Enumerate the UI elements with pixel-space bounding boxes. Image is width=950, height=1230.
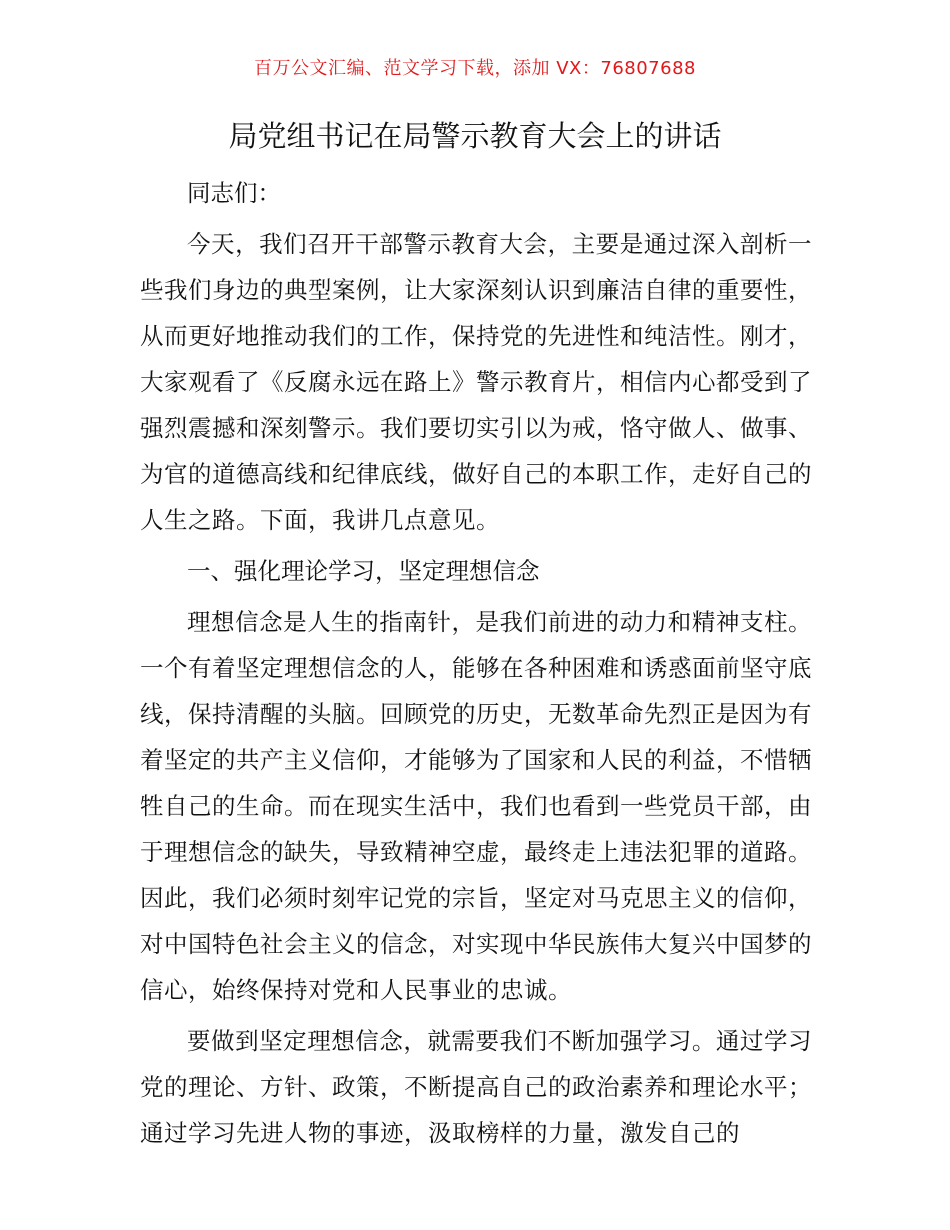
section-heading-1: 一、强化理论学习，坚定理想信念 <box>187 557 540 585</box>
intro-paragraph: 今天，我们召开干部警示教育大会，主要是通过深入剖析一些我们身边的典型案例，让大家深刻认识到廉洁自律的重要性，从而更好地推动我们的工作，保持党的先进性和纯洁性。刚才，大家观看了《反腐永远在路上》警示教育片，相信内心都受到了强烈震撼和深刻警示。我们要切实引以为戒，恪守做人、做事、为官的道德高线和纪律底线，做好自己的本职工作，走好自己的人生之路。下面，我讲几点意见。 <box>140 230 812 534</box>
section1-paragraph-1: 理想信念是人生的指南针，是我们前进的动力和精神支柱。一个有着坚定理想信念的人，能够在各种困难和诱惑面前坚守底线，保持清醒的头脑。回顾党的历史，无数革命先烈正是因为有着坚定的共产主义信仰，才能够为了国家和人民的利益，不惜牺牲自己的生命。而在现实生活中，我们也看到一些党员干部，由于理想信念的缺失，导致精神空虚，最终走上违法犯罪的道路。因此，我们必须时刻牢记党的宗旨，坚定对马克思主义的信仰，对中国特色社会主义的信念，对实现中华民族伟大复兴中国梦的信心，始终保持对党和人民事业的忠诚。 <box>140 608 812 1004</box>
section1-paragraph-2: 要做到坚定理想信念，就需要我们不断加强学习。通过学习党的理论、方针、政策，不断提高自己的政治素养和理论水平；通过学习先进人物的事迹，汲取榜样的力量，激发自己的 <box>140 1027 812 1147</box>
document-title: 局党组书记在局警示教育大会上的讲话 <box>228 119 722 153</box>
document-body <box>140 170 812 1156</box>
watermark-banner: 百万公文汇编、范文学习下载，添加 VX：76807688 <box>254 58 696 79</box>
greeting: 同志们： <box>187 179 281 207</box>
